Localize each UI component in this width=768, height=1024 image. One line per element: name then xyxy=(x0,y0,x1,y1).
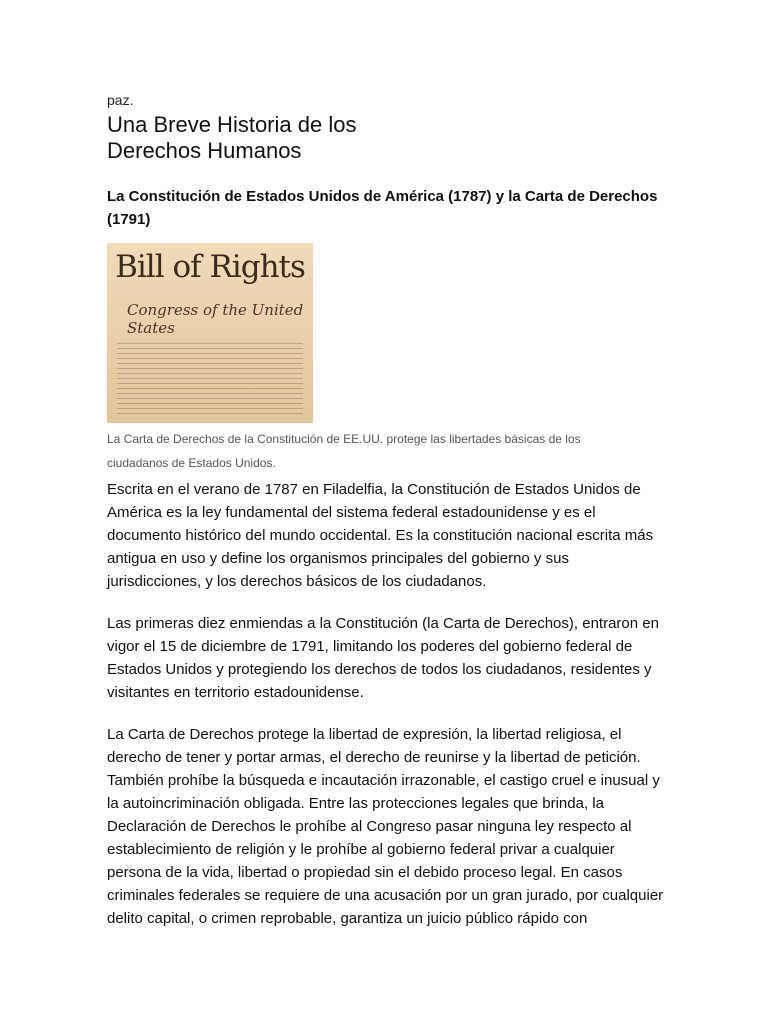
image-manuscript-lines xyxy=(117,343,303,417)
article-body xyxy=(107,478,667,930)
paragraph-3: La Carta de Derechos protege la libertad de expresión, la libertad religiosa, el derecho de tener y portar armas, el derecho de reunirse y la libertad de petición. También prohíbe la búsqueda e incautación irrazonable, el castigo cruel e inusual y la autoincriminación obligada. Entre las protecciones legales que brinda, la Declaración de Derechos le prohíbe al Congreso pasar ninguna ley respecto al establecimiento de religión y le prohíbe al gobierno federal privar a cualquier persona de la vida, libertad o propiedad sin el debido proceso legal. En casos criminales federales se requiere de una acusación por un gran jurado, por cualquier delito capital, o crimen reprobable, garantiza un juicio público rápido con xyxy=(107,726,664,927)
image-caption: La Carta de Derechos de la Constitución de EE.UU. protege las libertades básicas de los ciudadanos de Estados Unidos. xyxy=(107,432,581,470)
page-title-line-1: Una Breve Historia de los xyxy=(107,112,357,137)
image-sub-text: Congress of the United States xyxy=(127,301,304,337)
paragraph-2: Las primeras diez enmiendas a la Constitución (la Carta de Derechos), entraron en vigor el 15 de diciembre de 1791, limitando los poderes del gobierno federal de Estados Unidos y protegiendo los derechos de todos los ciudadanos, residentes y visitantes en territorio estadounidense. xyxy=(107,615,659,701)
lead-text: paz. xyxy=(107,92,134,108)
section-heading: La Constitución de Estados Unidos de América (1787) y la Carta de Derechos (1791) xyxy=(107,188,658,228)
bill-of-rights-image xyxy=(107,243,313,423)
paragraph-1: Escrita en el verano de 1787 en Filadelfia, la Constitución de Estados Unidos de América es la ley fundamental del sistema federal estadounidense y es el documento histórico del mundo occidental. Es la constitución nacional escrita más antigua en uso y define los organismos principales del gobierno y sus jurisdicciones, y los derechos básicos de los ciudadanos. xyxy=(107,481,654,590)
image-heading-text: Bill of Rights xyxy=(115,249,305,285)
page-title xyxy=(107,112,667,164)
document-page xyxy=(107,92,667,949)
page-title-line-2: Derechos Humanos xyxy=(107,138,302,163)
